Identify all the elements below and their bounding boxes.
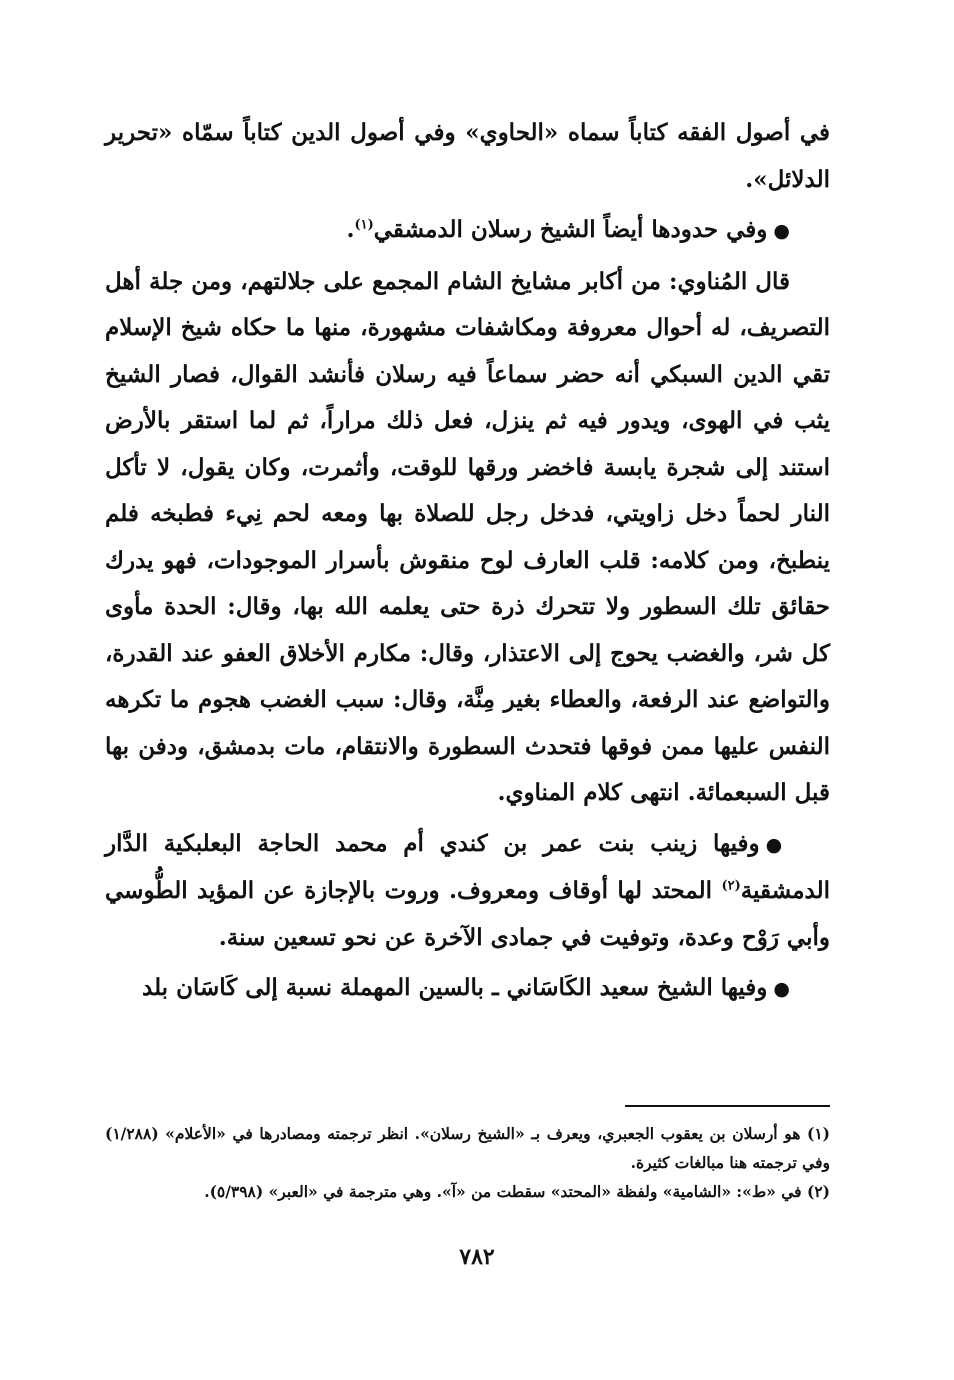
paragraph-1: [105, 110, 830, 203]
footnote-divider: [625, 1105, 830, 1107]
footnotes: [105, 1105, 830, 1206]
paragraph-4: [105, 821, 830, 962]
paragraph-4-text-b: المحتد لها أوقاف ومعروف. وروت بالإجازة عن المؤيد الطُّوسي وأبي رَوْح وعدة، وتوفيت في جمادى الآخرة عن نحو تسعين سنة.: [105, 877, 830, 951]
footnote-2: (٢) في «ط»: «الشامية» ولفظة «المحتد» سقطت من «آ». وهي مترجمة في «العبر» (٥/٣٩٨).: [204, 1182, 830, 1201]
bullet-icon: ●: [765, 833, 790, 856]
paragraph-5-text: وفيها الشيخ سعيد الكَاسَاني ـ بالسين المهملة نسبة إلى كَاسَان بلد: [142, 974, 768, 1001]
paragraph-1-text: في أصول الفقه كتاباً سماه «الحاوي» وفي أصول الدين كتاباً سمّاه «تحرير الدلائل».: [105, 119, 830, 193]
page-number: ٧٨٢: [459, 1244, 495, 1270]
footnote-ref-2: (٢): [721, 878, 741, 894]
main-text: [105, 110, 830, 1013]
paragraph-3-text: قال المُناوي: من أكابر مشايخ الشام المجمع على جلالتهم، ومن جلة أهل التصريف، له أحوال معروفة ومكاشفات مشهورة، منها ما حكاه شيخ الإسلام تقي الدين السبكي أنه حضر سماعاً فيه رسلان فأنشد القوال، فصار الشيخ يثب في الهوى، ويدور فيه ثم ينزل، فعل ذلك مراراً، ثم لما استقر بالأرض استند إلى شجرة يابسة فاخضر ورقها للوقت، وأثمرت، وكان يقول، لا تأكل النار لحماً دخل زاويتي، فدخل رجل للصلاة بها ومعه لحم نِيء فطبخه فلم ينطبخ، ومن كلامه: قلب العارف لوح منقوش بأسرار الموجودات، فهو يدرك حقائق تلك السطور ولا تتحرك ذرة حتى يعلمه الله بها، وقال: الحدة مأوى كل شر، والغضب يحوج إلى الاعتذار، وقال: مكارم الأخلاق العفو عند القدرة، والتواضع عند الرفعة، والعطاء بغير مِنَّة، وقال: سبب الغضب هجوم ما تكرهه النفس عليها ممن فوقها فتحدث السطورة والانتقام، مات بدمشق، ودفن بها قبل السبعمائة. انتهى كلام المناوي.: [105, 267, 830, 806]
footnote-ref-1: (١): [354, 217, 374, 233]
paragraph-3: [105, 259, 830, 817]
paragraph-2-end: .: [346, 216, 355, 243]
paragraph-4-text-a: وفيها زينب بنت عمر بن كندي أم محمد الحاجة البعلبكية الدَّار الدمشقية: [105, 829, 830, 904]
bullet-icon: ●: [773, 220, 790, 242]
paragraph-5: [105, 965, 830, 1013]
paragraph-2-text: وفي حدودها أيضاً الشيخ رسلان الدمشقي: [373, 216, 768, 243]
footnote-1: (١) هو أرسلان بن يعقوب الجعبري، ويعرف بـ «الشيخ رسلان». انظر ترجمته ومصادرها في «الأعلام» (١/٢٨٨) وفي ترجمته هنا مبالغات كثيرة.: [105, 1124, 830, 1172]
paragraph-2: [105, 207, 830, 255]
bullet-icon: ●: [773, 978, 790, 1000]
